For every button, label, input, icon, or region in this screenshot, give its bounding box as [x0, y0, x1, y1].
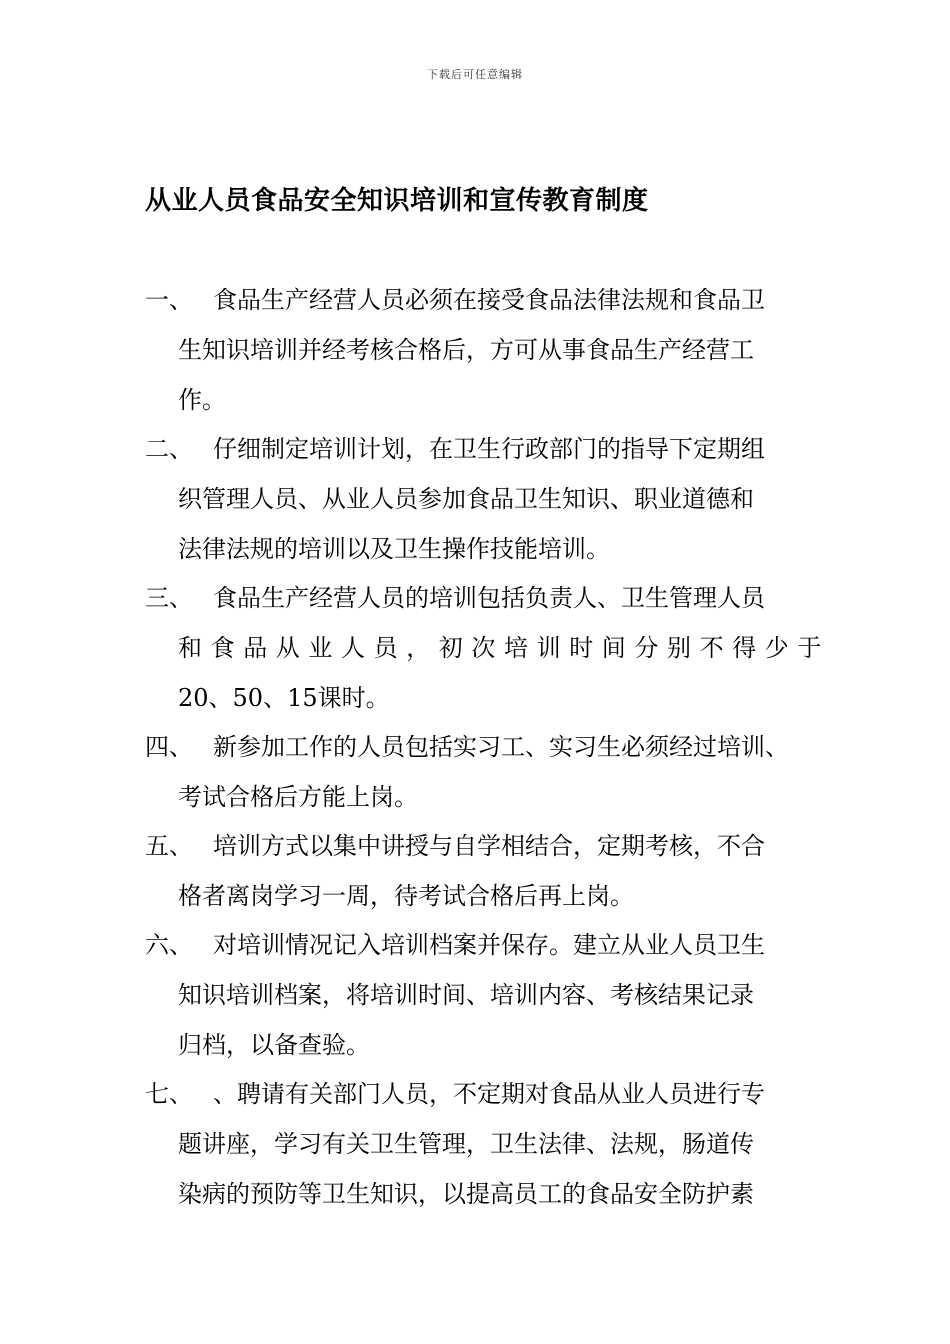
item-line: 归档，以备查验。	[178, 1031, 370, 1059]
list-item	[145, 275, 815, 425]
item-line: 培训方式以集中讲授与自学相结合，定期考核，不合	[213, 832, 765, 860]
item-line: 、聘请有关部门人员，不定期对食品从业人员进行专	[213, 1080, 765, 1108]
item-line: 仔细制定培训计划，在卫生行政部门的指导下定期组	[213, 435, 765, 463]
item-line: 20、50、15课时。	[178, 684, 390, 712]
item-number: 四、	[145, 733, 193, 761]
item-number: 六、	[145, 931, 193, 959]
list-item	[145, 920, 815, 1070]
item-line: 对培训情况记入培训档案并保存。建立从业人员卫生	[213, 931, 765, 959]
item-line: 知识培训档案，将培训时间、培训内容、考核结果记录	[178, 981, 754, 1009]
item-line: 作。	[178, 386, 226, 414]
header-note: 下载后可任意编辑	[427, 68, 523, 81]
item-line: 和食品从业人员，初次培训时间分别不得少于	[178, 634, 830, 662]
item-line: 新参加工作的人员包括实习工、实习生必须经过培训、	[213, 733, 789, 761]
item-line: 法律法规的培训以及卫生操作技能培训。	[178, 535, 610, 563]
item-line: 食品生产经营人员必须在接受食品法律法规和食品卫	[213, 286, 765, 314]
item-line: 染病的预防等卫生知识，以提高员工的食品安全防护素	[178, 1180, 754, 1208]
list-item	[145, 821, 815, 921]
document-title: 从业人员食品安全知识培训和宣传教育制度	[145, 186, 649, 216]
list-item	[145, 722, 815, 822]
item-line: 考试合格后方能上岗。	[178, 783, 418, 811]
item-number: 一、	[145, 286, 193, 314]
list-item	[145, 573, 830, 723]
item-number: 二、	[145, 435, 193, 463]
item-line: 生知识培训并经考核合格后，方可从事食品生产经营工	[178, 336, 754, 364]
list-item	[145, 424, 815, 574]
item-number: 三、	[145, 584, 193, 612]
item-number: 七、	[145, 1080, 193, 1108]
item-line: 织管理人员、从业人员参加食品卫生知识、职业道德和	[178, 485, 754, 513]
item-line: 格者离岗学习一周，待考试合格后再上岗。	[178, 882, 634, 910]
list-item	[145, 1069, 815, 1219]
item-line: 题讲座，学习有关卫生管理，卫生法律、法规，肠道传	[178, 1130, 754, 1158]
item-number: 五、	[145, 832, 193, 860]
item-line: 食品生产经营人员的培训包括负责人、卫生管理人员	[213, 584, 765, 612]
